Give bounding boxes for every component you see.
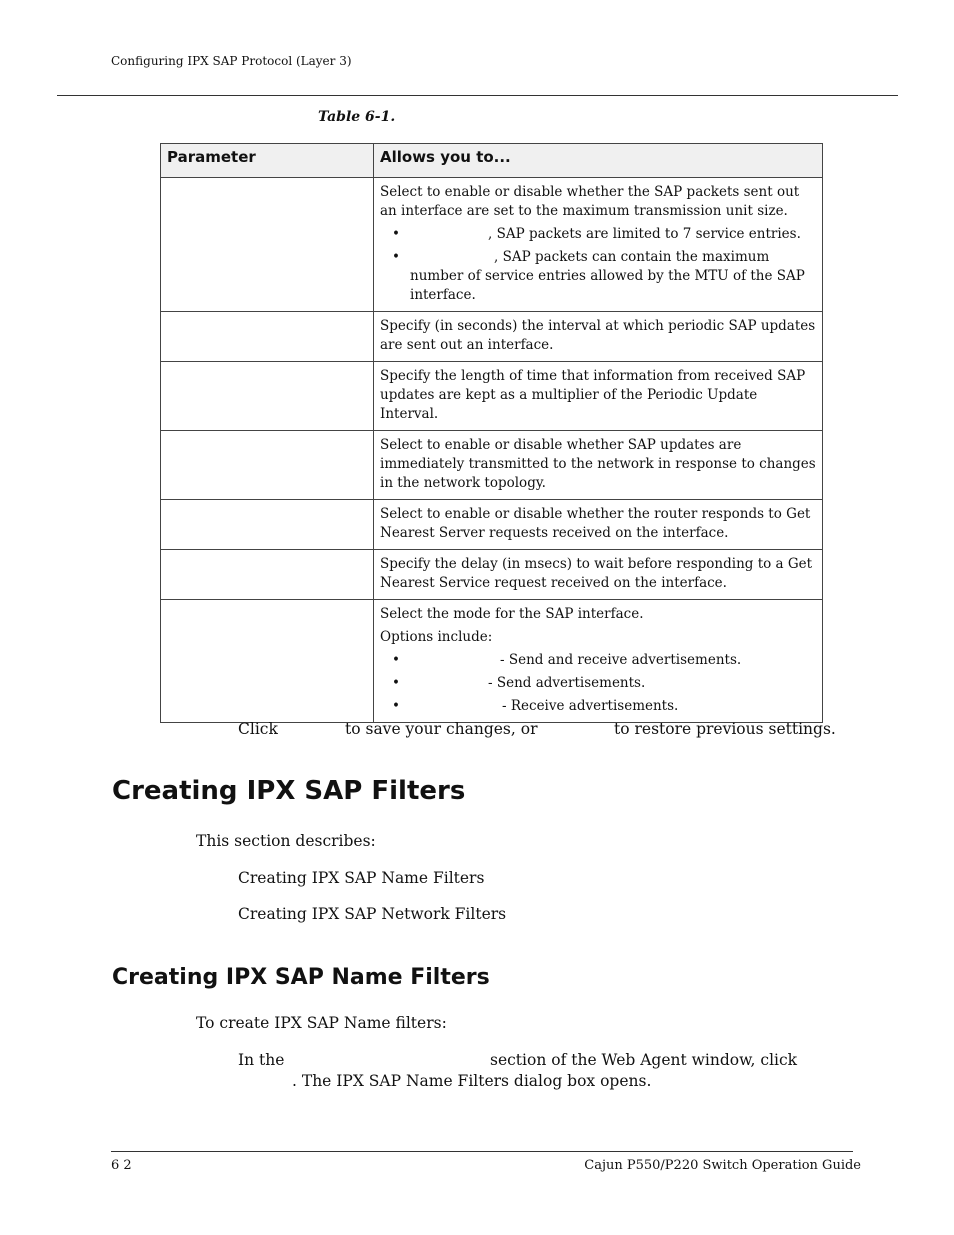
table-caption: Table 6-1.	[318, 109, 396, 125]
parameter-cell	[161, 431, 374, 500]
column-header-parameter: Parameter	[161, 144, 374, 178]
bullet-list	[380, 651, 817, 716]
description-text: Select the mode for the SAP interface.	[380, 606, 644, 622]
description-cell: Select to enable or disable whether SAP updates are immediately transmitted to the network in response to changes in the network topology.	[374, 431, 823, 500]
parameter-cell	[161, 312, 374, 362]
description-cell	[374, 600, 823, 723]
section-intro: This section describes:	[196, 832, 376, 850]
description-text: Select to enable or disable whether the SAP packets sent out an interface are set to the maximum transmission unit size.	[380, 184, 800, 219]
step1-part-b: section of the Web Agent window, click	[490, 1051, 798, 1069]
section-heading: Creating IPX SAP Filters	[112, 776, 466, 806]
parameter-cell	[161, 550, 374, 600]
column-header-allows: Allows you to...	[374, 144, 823, 178]
bullet-item: • - Receive advertisements.	[380, 697, 817, 716]
parameter-cell	[161, 600, 374, 723]
parameter-table	[160, 143, 823, 723]
bullet-item: • , SAP packets can contain the maximum number of service entries allowed by the MTU of the SAP interface.	[380, 248, 817, 305]
parameter-cell	[161, 362, 374, 431]
description-cell	[374, 178, 823, 312]
table-row	[161, 362, 823, 431]
bullet-item: • , SAP packets are limited to 7 service entries.	[380, 225, 817, 244]
footer-guide-title: Cajun P550/P220 Switch Operation Guide	[584, 1158, 861, 1173]
step-click-part3: to restore previous settings.	[614, 720, 836, 738]
description-cell: Select to enable or disable whether the router responds to Get Nearest Server requests received on the interface.	[374, 500, 823, 550]
header-rule	[57, 95, 898, 96]
subsection-heading: Creating IPX SAP Name Filters	[112, 965, 490, 990]
parameter-cell	[161, 178, 374, 312]
section-link-item: Creating IPX SAP Network Filters	[238, 905, 507, 923]
step-click-part1: Click	[238, 720, 278, 738]
description-cell: Specify (in seconds) the interval at which periodic SAP updates are sent out an interface.	[374, 312, 823, 362]
table-row	[161, 312, 823, 362]
table-row	[161, 178, 823, 312]
description-text: Options include:	[380, 629, 493, 645]
parameter-cell	[161, 500, 374, 550]
subsection-intro: To create IPX SAP Name filters:	[196, 1014, 447, 1032]
table-row	[161, 600, 823, 723]
bullet-item: • - Send and receive advertisements.	[380, 651, 817, 670]
step1-part-c: . The IPX SAP Name Filters dialog box opens.	[292, 1072, 652, 1090]
footer-rule	[111, 1151, 853, 1152]
description-cell: Specify the length of time that information from received SAP updates are kept as a multiplier of the Periodic Update Interval.	[374, 362, 823, 431]
table-row	[161, 500, 823, 550]
bullet-list	[380, 225, 817, 305]
step1-part-a: In the	[238, 1051, 285, 1069]
step-click-part2: to save your changes, or	[345, 720, 538, 738]
table-row	[161, 550, 823, 600]
running-header: Configuring IPX SAP Protocol (Layer 3)	[111, 54, 352, 68]
table-row	[161, 431, 823, 500]
bullet-item: • - Send advertisements.	[380, 674, 817, 693]
page-number: 6 2	[111, 1158, 132, 1173]
section-link-item: Creating IPX SAP Name Filters	[238, 869, 485, 887]
table-header-row	[161, 144, 823, 178]
description-cell: Specify the delay (in msecs) to wait before responding to a Get Nearest Service request received on the interface.	[374, 550, 823, 600]
